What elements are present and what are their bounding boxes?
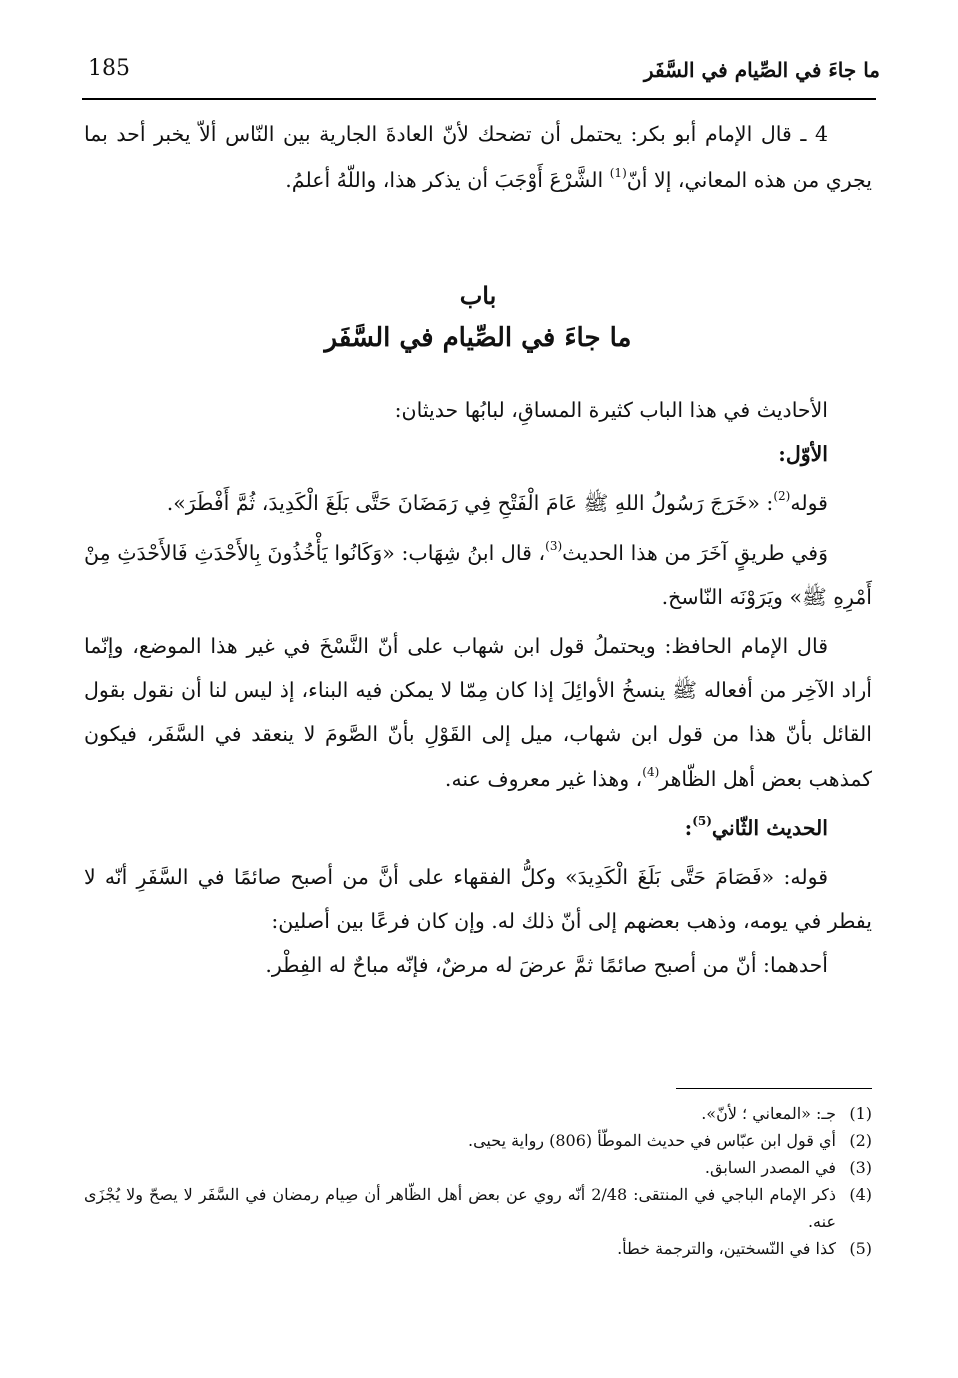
- footnote-ref-5: (5): [692, 813, 712, 828]
- first-principle-paragraph: أحدهما: أنّ من أصبح صائمًا ثمَّ عرضَ له مرضٌ، فإنّه مباحٌ له الفِطْر.: [265, 953, 828, 978]
- first-hadith-heading: الأوّل:: [778, 442, 828, 467]
- footnote-text: جـ: «المعاني ؛ لأنّ».: [701, 1104, 836, 1123]
- footnote-divider: [676, 1088, 872, 1089]
- continued-text: [84, 112, 872, 203]
- footnote-number: (1): [849, 1104, 872, 1123]
- hafiz-paragraph: قال الإمام الحافظ: ويحتملُ قول ابن شهاب على أنّ النَّسْخَ في غير هذا الموضع، وإنّما أراد الآخِر من أفعاله ﷺ ينسخُ الأوائِلَ إذا كان مِمّا لا يمكن فيه البناء، إذ ليس لنا أن نقول بقول القائل بأنّ هذا من قول ابن شهاب، ميل إلى القَوْلِ بأنّ الصَّومَ لا ينعقد في السَّفَر، فيكون كمذهب بعض أهل الظّاهر$^{(4)}$، وهذا غير معروف عنه.: [84, 634, 872, 791]
- paragraph-4: 4 ـ قال الإمام أبو بكر: يحتمل أن تضحك لأنّ العادةَ الجارية بين النّاس ألاّ يخبر أحد بما يجري من هذه المعاني، إلا أنّ$^{(1)}$ الشَّرْعَ أَوْجَبَ أن يذكر هذا، واللّهُ أعلمُ.: [84, 122, 872, 192]
- chapter-label: باب: [459, 281, 497, 310]
- hadith-1-paragraph: قوله$^{(2)}$: «خَرَجَ رَسُولُ اللهِ ﷺ عَامَ الْفَتْحِ فِي رَمَضَانَ حَتَّى بَلَغَ الْكَدِيدَ، ثُمَّ أَفْطَرَ».: [166, 489, 828, 516]
- footnote-number: (5): [849, 1239, 872, 1258]
- page-number: 185: [88, 56, 130, 81]
- main-text: [84, 388, 872, 988]
- second-hadith-heading: الحديث الثّاني$^{(5)}$:: [684, 813, 828, 840]
- footnote-text: كذا في النّسختين، والترجمة خطأ.: [617, 1239, 836, 1258]
- footnote-number: (4): [849, 1185, 872, 1204]
- running-title: ما جاءَ في الصِّيام في السَّفَر: [643, 58, 880, 82]
- footnote: [84, 1235, 872, 1262]
- footnote: [84, 1127, 872, 1154]
- page-header: [80, 56, 880, 96]
- chapter-title: ما جاءَ في الصِّيام في السَّفَر: [324, 323, 632, 353]
- footnote-ref-4: (4): [642, 764, 660, 779]
- footnote: [84, 1154, 872, 1181]
- footnote-text: أي قول ابن عبّاس في حديث الموطّأ (806) رواية يحيى.: [467, 1131, 836, 1150]
- footnote-ref-1: (1): [609, 165, 627, 180]
- footnote-ref-2: (2): [773, 489, 791, 504]
- chapter-heading: [84, 278, 872, 362]
- hadith-2-paragraph: قوله: «فَصَامَ حَتَّى بَلَغَ الْكَدِيدَ» وكلُّ الفقهاء على أنَّ من أصبح صائمًا في السَّفَرِ أنّه لا يفطر في يومه، وذهب بعضهم إلى أنّ ذلك له. وإن كان فرعًا بين أصلين:: [84, 865, 872, 934]
- footnote-text: في المصدر السابق.: [704, 1158, 836, 1177]
- footnote: [84, 1100, 872, 1127]
- header-divider: [82, 98, 876, 100]
- footnote-text: ذكر الإمام الباجي في المنتقى: 2/48 أنّه روي عن بعض أهل الظّاهر أن صِيام رمضان في السَّفَر لا يصحّ ولا يُجْزَى عنه.: [84, 1185, 837, 1231]
- footnote: [84, 1181, 872, 1235]
- intro-paragraph: الأحاديث في هذا الباب كثيرة المساقِ، لبابُها حديثان:: [394, 398, 828, 422]
- footnote-ref-3: (3): [545, 538, 563, 553]
- footnote-number: (2): [849, 1131, 872, 1150]
- footnote-number: (3): [849, 1158, 872, 1177]
- other-route-paragraph: وَفي طريقٍ آخَرَ من هذا الحديث$^{(3)}$، قال ابنُ شِهَاب: «وَكَانُوا يَأْخُذُونَ بِالأَحْدَثِ فَالأَحْدَثِ مِنْ أَمْرِهِ ﷺ» ويَرَوْنَه النّاسخ.: [84, 538, 872, 609]
- footnotes: [84, 1100, 872, 1262]
